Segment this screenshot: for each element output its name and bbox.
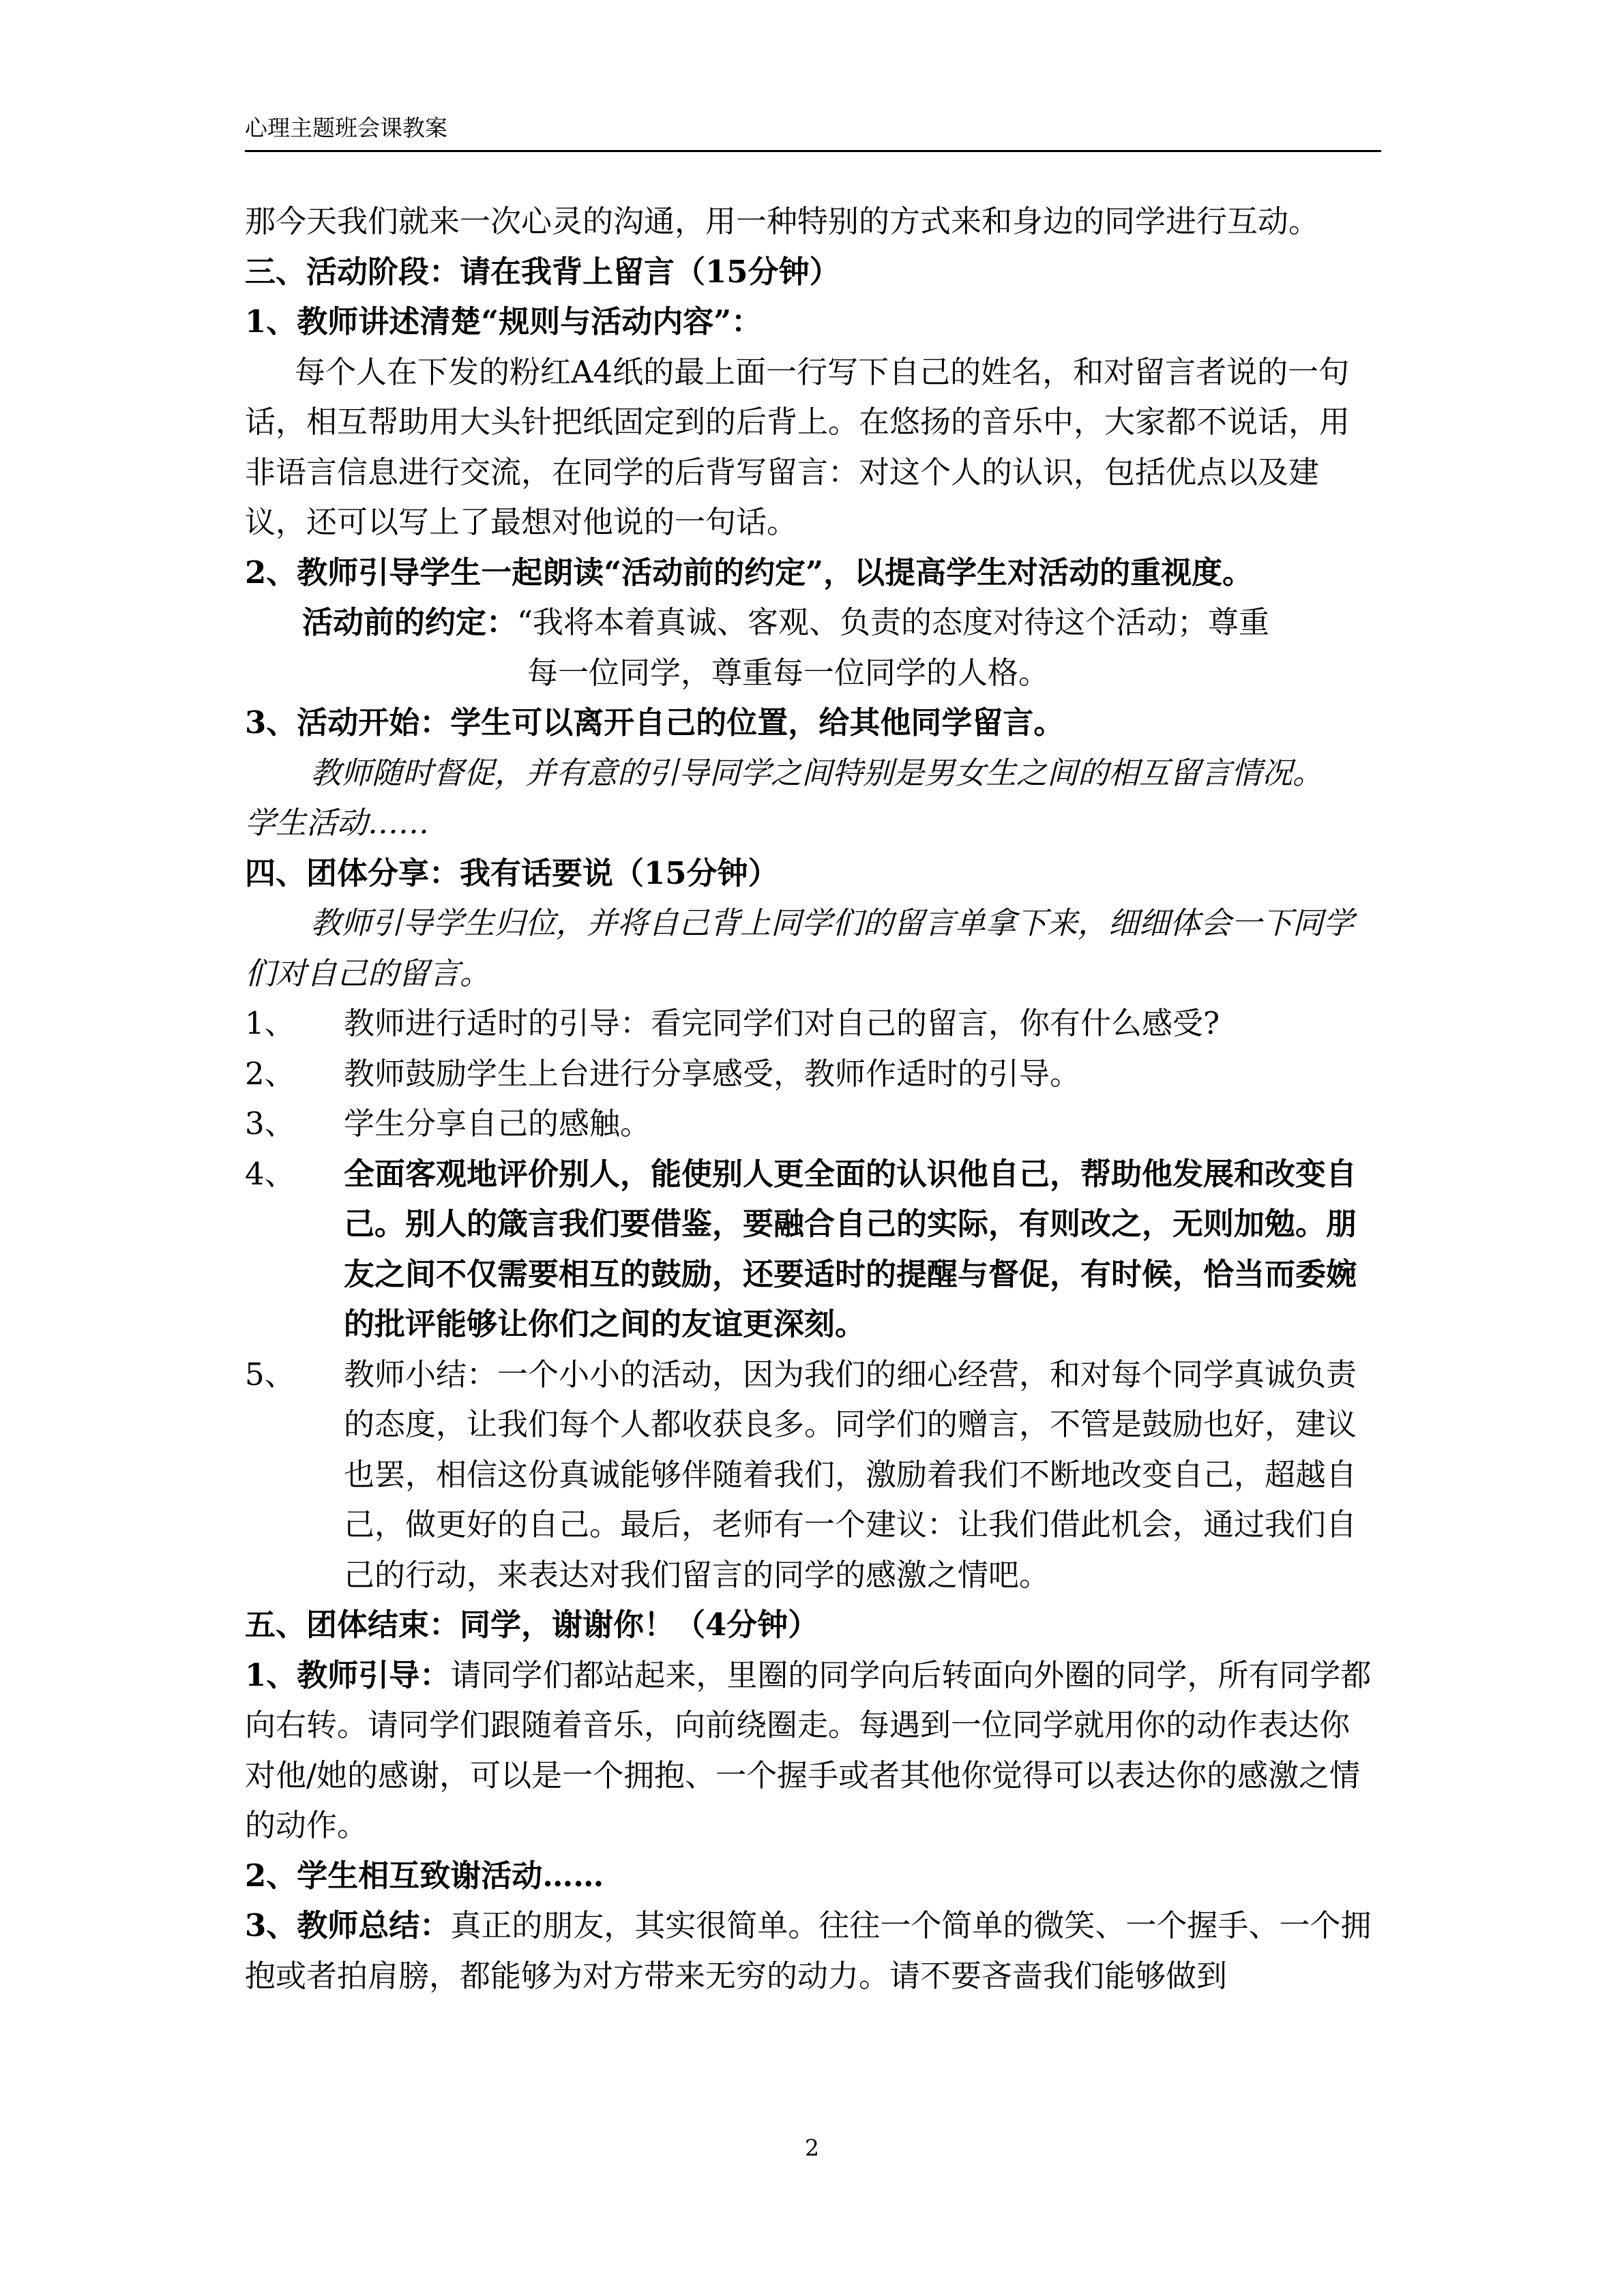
list-item-number: 1、 <box>245 1005 295 1041</box>
section-heading-3: 三、活动阶段：请在我背上留言（15分钟） <box>245 253 840 290</box>
list-item-1 <box>245 998 1377 1049</box>
paragraph-supervise: 教师随时督促，并有意的引导同学之间特别是男女生之间的相互留言情况。 <box>310 754 1324 791</box>
text-5-3: 真正的朋友，其实很简单。往往一个简单的微笑、一个握手、一个拥抱或者拍肩膀，都能够为对方带来无穷的动力。请不要吝啬我们能够做到 <box>245 1907 1372 1994</box>
paragraph-rules: 每个人在下发的粉红A4纸的最上面一行写下自己的姓名，和对留言者说的一句话，相互帮助用大头针把纸固定到的后背上。在悠扬的音乐中，大家都不说话，用非语言信息进行交流，在同学的后背写留言：对这个人的认识，包括优点以及建议，还可以写上了最想对他说的一句话。 <box>245 353 1350 540</box>
pledge-label: 活动前的约定： <box>302 604 518 640</box>
list-item-5 <box>245 1350 1377 1600</box>
list-item-2 <box>245 1049 1377 1099</box>
text-5-1: 请同学们都站起来，里圈的同学向后转面向外圈的同学，所有同学都向右转。请同学们跟随着音乐，向前绕圈走。每遇到一位同学就用你的动作表达你对他/她的感谢，可以是一个拥抱、一个握手或者其他你觉得可以表达你的感激之情的动作。 <box>245 1656 1372 1843</box>
subheading-5-2: 2、学生相互致谢活动…… <box>245 1857 604 1894</box>
list-item-number: 4、 <box>245 1155 295 1192</box>
pledge-line-1 <box>245 597 1377 648</box>
list-item-3 <box>245 1099 1377 1149</box>
list-item-number: 3、 <box>245 1105 295 1142</box>
document-body <box>245 196 1377 2001</box>
section-heading-4: 四、团体分享：我有话要说（15分钟） <box>245 854 779 891</box>
list-item-text: 教师小结：一个小小的活动，因为我们的细心经营，和对每个同学真诚负责的态度，让我们每个人都收获良多。同学们的赠言，不管是鼓励也好，建议也罢，相信这份真诚能够伴随着我们，激励着我们不断地改变自己，超越自己，做更好的自己。最后，老师有一个建议：让我们借此机会，通过我们自己的行动，来表达对我们留言的同学的感激之情吧。 <box>344 1356 1357 1593</box>
list-item-text: 教师进行适时的引导：看完同学们对自己的留言，你有什么感受? <box>344 1005 1220 1041</box>
list-item-number: 2、 <box>245 1055 295 1092</box>
subheading-3-2: 2、教师引导学生一起朗读“活动前的约定”，以提高学生对活动的重视度。 <box>245 554 1254 591</box>
paragraph-guide: 教师引导学生归位，并将自己背上同学们的留言单拿下来，细细体会一下同学们对自己的留言。 <box>245 905 1355 992</box>
list-item-text: 全面客观地评价别人，能使别人更全面的认识他自己，帮助他发展和改变自己。别人的箴言我们要借鉴，要融合自己的实际，有则改之，无则加勉。朋友之间不仅需要相互的鼓励，还要适时的提醒与督促，有时候，恰当而委婉的批评能够让你们之间的友谊更深刻。 <box>344 1155 1357 1342</box>
list-item-4 <box>245 1149 1377 1350</box>
section-heading-5: 五、团体结束：同学，谢谢你！（4分钟） <box>245 1607 819 1643</box>
subheading-3-3: 3、活动开始：学生可以离开自己的位置，给其他同学留言。 <box>245 704 1065 741</box>
list-item-text: 教师鼓励学生上台进行分享感受，教师作适时的引导。 <box>344 1055 1081 1092</box>
pledge-line-2: 每一位同学，尊重每一位同学的人格。 <box>527 654 1050 691</box>
subheading-3-1: 1、教师讲述清楚“规则与活动内容”： <box>245 303 763 340</box>
list-item-number: 5、 <box>245 1356 295 1392</box>
paragraph-intro: 那今天我们就来一次心灵的沟通，用一种特别的方式来和身边的同学进行互动。 <box>245 203 1320 239</box>
page-number: 2 <box>805 2134 819 2161</box>
paragraph-5-1 <box>245 1650 1377 1851</box>
paragraph-student-activity: 学生活动…… <box>245 805 430 841</box>
page-footer <box>0 2134 1624 2161</box>
label-5-1: 1、教师引导： <box>245 1656 451 1693</box>
page-header <box>245 115 1381 152</box>
pledge-text-1: “我将本着真诚、客观、负责的态度对待这个活动；尊重 <box>517 604 1270 640</box>
list-item-text: 学生分享自己的感触。 <box>344 1105 651 1142</box>
paragraph-5-3 <box>245 1900 1377 2001</box>
label-5-3: 3、教师总结： <box>245 1907 451 1943</box>
header-title: 心理主题班会课教案 <box>245 115 447 141</box>
